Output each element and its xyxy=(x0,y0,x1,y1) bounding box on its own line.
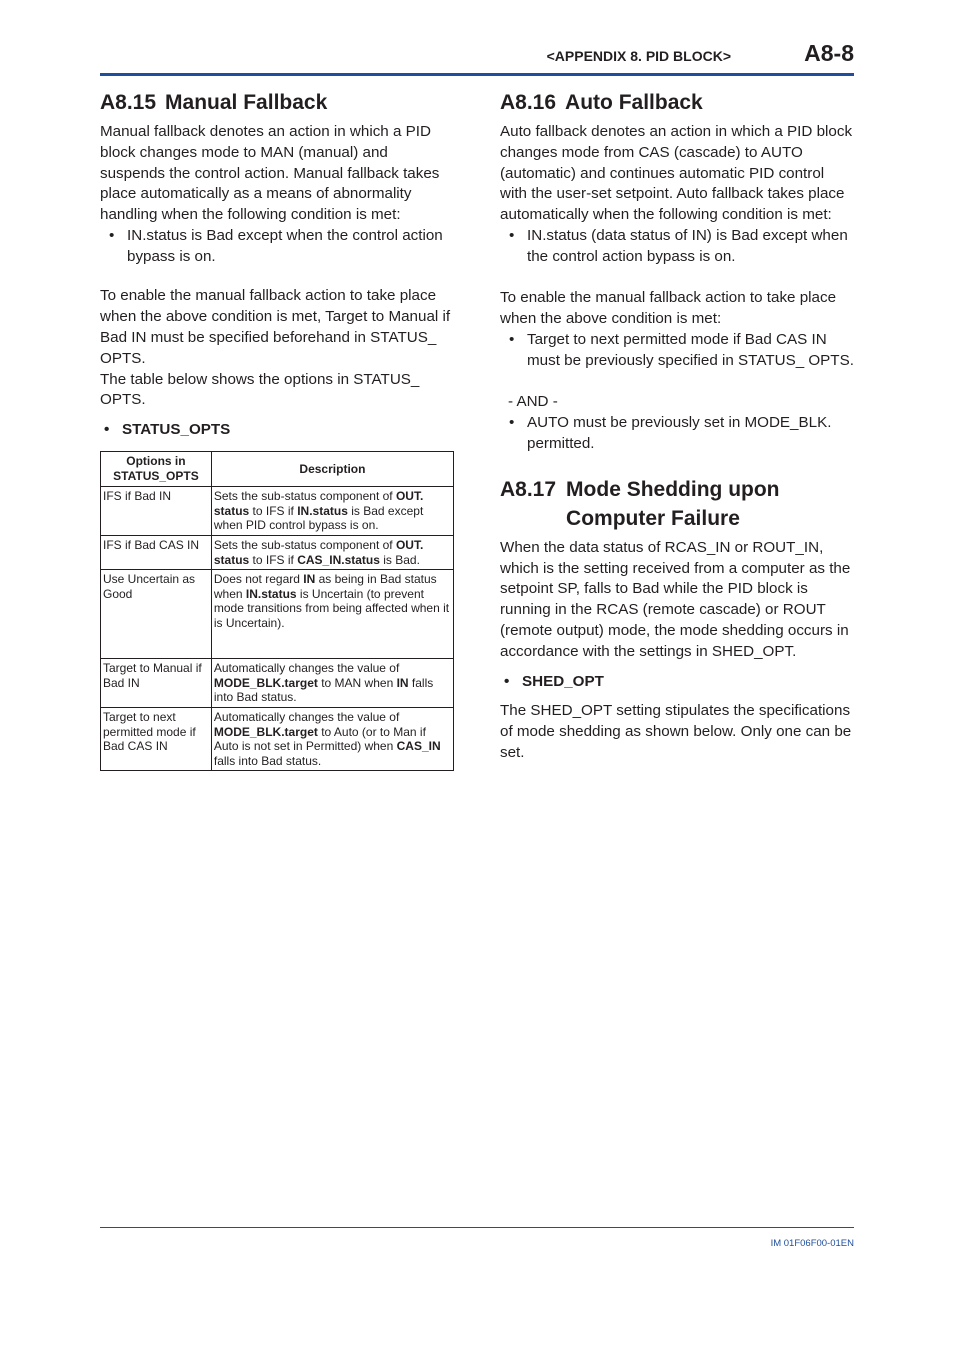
enable-paragraph: To enable the manual fallback action to take place when the above condition is met, Target to Manual if Bad IN must be specified beforehand in STATUS_ OPTS. xyxy=(100,287,451,367)
column-header-options: Options in STATUS_OPTS xyxy=(101,451,212,486)
mode-shedding-paragraph: When the data status of RCAS_IN or ROUT_IN, which is the setting received from a computer as the setpoint SP, falls to Bad while the PID block is running in the RCAS (remote cascade) or ROUT (remote output) mode, the mode shedding occurs in accordance with the settings in SHED_OPT. xyxy=(500,538,851,660)
column-header-description: Description xyxy=(211,451,453,486)
section-title: Manual Fallback xyxy=(165,91,328,114)
list-item: • AUTO must be previously set in MODE_BLK. permitted. xyxy=(500,413,854,455)
document-id: IM 01F06F00-01EN xyxy=(770,1238,854,1249)
description-cell: Automatically changes the value of MODE_BLK.target to MAN when IN falls into Bad status. xyxy=(211,658,453,707)
requirement-list xyxy=(500,330,854,372)
section-title: Auto Fallback xyxy=(565,91,703,114)
section-heading-a8-17 xyxy=(500,475,854,533)
table-header-row xyxy=(101,451,454,486)
right-column xyxy=(500,88,854,764)
list-item: • Target to next permitted mode if Bad CAS IN must be previously specified in STATUS_ OPTS. xyxy=(500,330,854,372)
enable-paragraph: To enable the manual fallback action to take place when the above condition is met: xyxy=(500,289,837,328)
requirement-list xyxy=(500,413,854,455)
description-cell: Sets the sub-status component of OUT. status to IFS if IN.status is Bad except when PID control bypass is on. xyxy=(211,486,453,535)
table-row xyxy=(101,535,454,569)
section-number: A8.15 xyxy=(100,91,157,114)
section-heading-a8-15 xyxy=(100,88,454,117)
running-header: <APPENDIX 8. PID BLOCK> xyxy=(546,48,731,64)
option-cell: Target to Manual if Bad IN xyxy=(101,658,212,707)
option-cell: Use Uncertain as Good xyxy=(101,569,212,658)
option-cell: Target to next permitted mode if Bad CAS IN xyxy=(101,707,212,770)
footer-rule xyxy=(100,1227,854,1228)
section-title: Mode Shedding upon Computer Failure xyxy=(566,477,780,530)
section-number: A8.17 xyxy=(500,477,557,501)
status-opts-heading: • STATUS_OPTS xyxy=(100,420,454,441)
section-number: A8.16 xyxy=(500,91,557,114)
table-row xyxy=(101,658,454,707)
option-cell: IFS if Bad IN xyxy=(101,486,212,535)
list-item: • IN.status (data status of IN) is Bad except when the control action bypass is on. xyxy=(500,226,854,268)
option-cell: IFS if Bad CAS IN xyxy=(101,535,212,569)
and-separator: - AND - xyxy=(508,393,558,411)
condition-list xyxy=(500,226,854,268)
header-rule xyxy=(100,73,854,76)
description-cell: Sets the sub-status component of OUT. status to IFS if CAS_IN.status is Bad. xyxy=(211,535,453,569)
manual-fallback-intro: Manual fallback denotes an action in which a PID block changes mode to MAN (manual) and suspends the control action. Manual fallback takes place automatically as a means of abnormality handling when the following condition is met: xyxy=(100,123,440,224)
page-number: A8-8 xyxy=(804,40,854,66)
list-item: • IN.status is Bad except when the control action bypass is on. xyxy=(100,226,454,268)
shed-opt-paragraph: The SHED_OPT setting stipulates the specifications of mode shedding as shown below. Only one can be set. xyxy=(500,702,852,761)
section-heading-a8-16 xyxy=(500,88,854,117)
shed-opt-heading: • SHED_OPT xyxy=(500,672,854,693)
table-row xyxy=(101,486,454,535)
description-cell: Does not regard IN as being in Bad status when IN.status is Uncertain (to prevent mode transitions from being affected when it is Uncertain). xyxy=(211,569,453,658)
status-opts-table xyxy=(100,451,454,771)
left-column xyxy=(100,88,454,771)
table-row xyxy=(101,707,454,770)
condition-list xyxy=(100,226,454,268)
description-cell: Automatically changes the value of MODE_BLK.target to Auto (or to Man if Auto is not set in Permitted) when CAS_IN falls into Bad status. xyxy=(211,707,453,770)
table-row xyxy=(101,569,454,658)
auto-fallback-intro: Auto fallback denotes an action in which a PID block changes mode from CAS (cascade) to AUTO (automatic) and continues automatic PID control with the user-set setpoint. Auto fallback takes place automatically when the following condition is met: xyxy=(500,123,853,224)
table-intro-paragraph: The table below shows the options in STATUS_ OPTS. xyxy=(100,370,420,409)
